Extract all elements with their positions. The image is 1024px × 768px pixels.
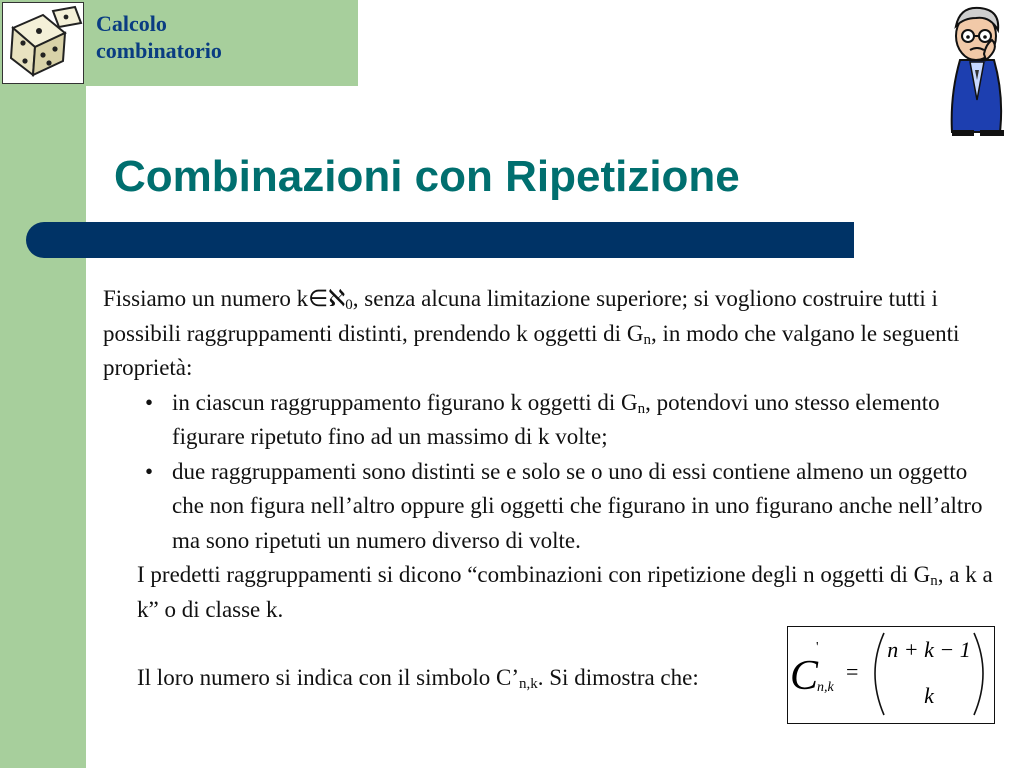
properties-list xyxy=(103,386,1003,559)
definition-paragraph: I predetti raggruppamenti si dicono “combinazioni con ripetizione degli n oggetti di $G_n$, a k a k” o di classe k. xyxy=(137,562,993,622)
section-title-line2: combinatorio xyxy=(96,38,222,63)
title-underline-bar xyxy=(26,222,854,258)
binomial-bottom: k xyxy=(924,683,934,708)
left-paren xyxy=(875,633,884,715)
formula-equals: = xyxy=(846,659,859,684)
left-green-band xyxy=(0,0,86,768)
formula-subscript: n,k xyxy=(817,680,834,695)
count-paragraph: Il loro numero si indica con il simbolo $C’_{n,k}$. Si dimostra che: xyxy=(137,665,699,692)
binomial-top: n + k − 1 xyxy=(887,637,971,662)
list-item: • in ciascun raggruppamento figurano k oggetti di $G_n$, potendovi uno stesso elemento figurare ripetuto fino ad un massimo di k volte; xyxy=(103,386,1003,455)
slide-title: Combinazioni con Ripetizione xyxy=(114,152,740,201)
right-paren xyxy=(974,633,983,715)
bullet-icon: • xyxy=(144,458,154,484)
list-item: • due raggruppamenti sono distinti se e solo se o uno di essi contiene almeno un oggetto che non figura nell’altro oppure gli oggetti che figurano in uno figurano anche nell’altro ma sono ripetuti un numero diverso di volte. xyxy=(103,455,1003,559)
dice-clipart xyxy=(2,2,84,84)
formula-prime: ' xyxy=(816,640,819,655)
formula-C: C xyxy=(790,653,819,699)
element-of-symbol: ∈ xyxy=(308,286,329,311)
aleph-symbol: ℵ xyxy=(328,286,346,311)
section-title-line1: Calcolo xyxy=(96,11,167,36)
section-title xyxy=(96,10,346,64)
intro-paragraph: Fissiamo un numero k∈ℵ$_0$, senza alcuna limitazione superiore; si vogliono costruire tutti i possibili raggruppamenti distinti, prendendo k oggetti di $G_n$, in modo che valgano le seguenti proprietà: xyxy=(103,286,960,380)
formula-box xyxy=(787,626,995,724)
professor-clipart xyxy=(930,0,1024,140)
bullet-icon: • xyxy=(144,389,154,415)
